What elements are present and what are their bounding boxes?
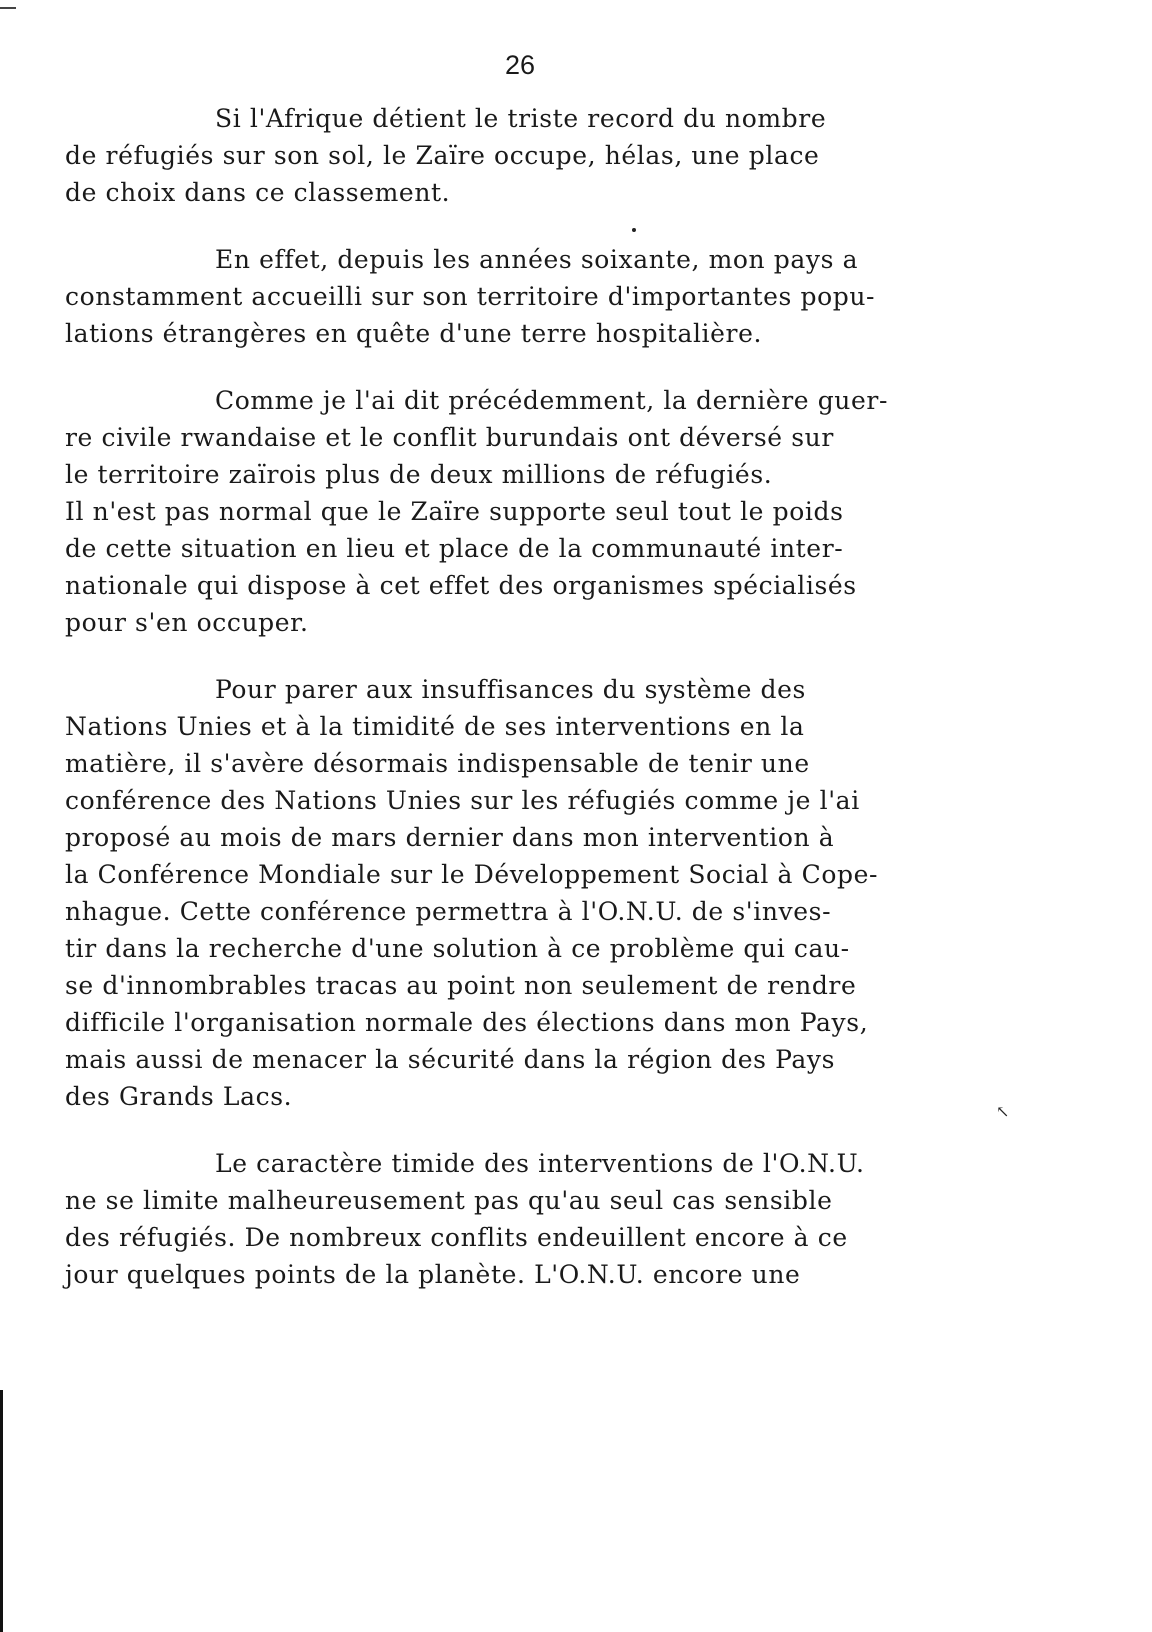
edge-mark-top [0,7,16,9]
paragraph-5 [65,1145,965,1293]
text-line: des Grands Lacs. [65,1082,293,1111]
body-text [65,100,965,1323]
text-line: de réfugiés sur son sol, le Zaïre occupe, hélas, une place [65,141,820,170]
text-line: constamment accueilli sur son territoire d'importantes popu- [65,282,876,311]
text-line: Si l'Afrique détient le triste record du nombre [215,104,827,133]
paragraph-4 [65,671,965,1115]
text-line: Il n'est pas normal que le Zaïre supporte seul tout le poids [65,497,844,526]
text-line: matière, il s'avère désormais indispensable de tenir une [65,749,810,778]
text-line: tir dans la recherche d'une solution à ce problème qui cau- [65,934,850,963]
edge-mark-left [0,1390,3,1632]
text-line: ne se limite malheureusement pas qu'au seul cas sensible [65,1186,833,1215]
text-line: la Conférence Mondiale sur le Développement Social à Cope- [65,860,879,889]
text-line: Pour parer aux insuffisances du système des [215,675,806,704]
text-line: le territoire zaïrois plus de deux millions de réfugiés. [65,460,773,489]
text-line: Le caractère timide des interventions de l'O.N.U. [215,1149,865,1178]
text-line: mais aussi de menacer la sécurité dans la région des Pays [65,1045,836,1074]
text-line: de cette situation en lieu et place de la communauté inter- [65,534,844,563]
text-line: Comme je l'ai dit précédemment, la dernière guer- [215,386,889,415]
text-line: nhague. Cette conférence permettra à l'O.N.U. de s'inves- [65,897,832,926]
paragraph-3 [65,382,965,641]
text-line: difficile l'organisation normale des élections dans mon Pays, [65,1008,869,1037]
text-line: proposé au mois de mars dernier dans mon intervention à [65,823,835,852]
paragraph-1 [65,100,965,211]
text-line: lations étrangères en quête d'une terre hospitalière. [65,319,763,348]
text-line: des réfugiés. De nombreux conflits endeuillent encore à ce [65,1223,848,1252]
text-line: se d'innombrables tracas au point non seulement de rendre [65,971,857,1000]
text-line: de choix dans ce classement. [65,178,451,207]
text-line: re civile rwandaise et le conflit burundais ont déversé sur [65,423,834,452]
paragraph-2 [65,241,965,352]
text-line: pour s'en occuper. [65,608,309,637]
page-number: 26 [504,50,536,80]
text-line: conférence des Nations Unies sur les réfugiés comme je l'ai [65,786,860,815]
text-line: Nations Unies et à la timidité de ses interventions en la [65,712,805,741]
text-line: nationale qui dispose à cet effet des organismes spécialisés [65,571,857,600]
text-line: En effet, depuis les années soixante, mon pays a [215,245,859,274]
text-line: jour quelques points de la planète. L'O.N.U. encore une [65,1260,801,1289]
margin-arrow-mark: ↖ [996,1102,1010,1121]
